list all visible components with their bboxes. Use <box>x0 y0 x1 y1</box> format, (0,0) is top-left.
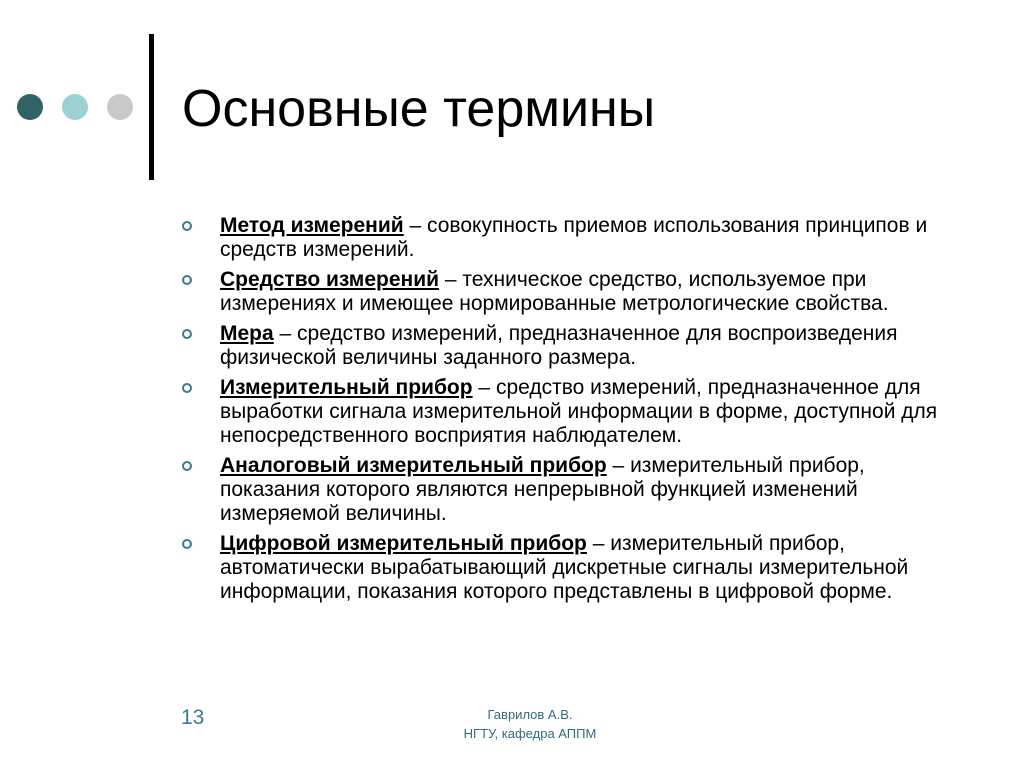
list-item <box>182 376 962 448</box>
slide-title: Основные термины <box>182 80 656 138</box>
term-name: Цифровой измерительный прибор <box>220 532 587 555</box>
bullet-icon <box>182 221 192 231</box>
bullet-icon <box>182 383 192 393</box>
footer <box>430 705 630 743</box>
list-item <box>182 532 962 604</box>
dot-dark-icon <box>17 94 43 120</box>
title-divider <box>149 34 154 180</box>
page-number: 13 <box>181 706 205 729</box>
term-name: Средство измерений <box>220 268 440 291</box>
term-name: Аналоговый измерительный прибор <box>220 454 607 477</box>
bullet-icon <box>182 329 192 339</box>
term-definition: – совокупность приемов использования принципов и средств измерений. <box>220 214 928 261</box>
dot-medium-icon <box>62 94 88 120</box>
dot-light-icon <box>107 94 133 120</box>
footer-affiliation: НГТУ, кафедра АППМ <box>463 726 597 741</box>
bullet-icon <box>182 275 192 285</box>
list-item <box>182 454 962 526</box>
footer-author: Гаврилов А.В. <box>487 707 573 722</box>
term-name: Мера <box>220 322 274 345</box>
term-definition: – средство измерений, предназначенное для выработки сигнала измерительной информации в форме, доступной для непосредственного восприятия наблюдателем. <box>220 376 938 447</box>
term-name: Измерительный прибор <box>220 376 473 399</box>
term-definition: – средство измерений, предназначенное для воспроизведения физической величины заданного размера. <box>220 322 898 369</box>
terms-list <box>182 214 962 610</box>
list-item <box>182 322 962 370</box>
bullet-icon <box>182 539 192 549</box>
list-item <box>182 268 962 316</box>
term-definition: – измерительный прибор, автоматически вырабатывающий дискретные сигналы измерительной информации, показания которого представлены в цифровой форме. <box>220 532 909 603</box>
list-item <box>182 214 962 262</box>
term-name: Метод измерений <box>220 214 404 237</box>
bullet-icon <box>182 461 192 471</box>
term-definition: – измерительный прибор, показания которого являются непрерывной функцией изменений измеряемой величины. <box>220 454 865 525</box>
decorative-dots <box>17 94 133 120</box>
term-definition: – техническое средство, используемое при измерениях и имеющее нормированные метрологические свойства. <box>220 268 889 315</box>
